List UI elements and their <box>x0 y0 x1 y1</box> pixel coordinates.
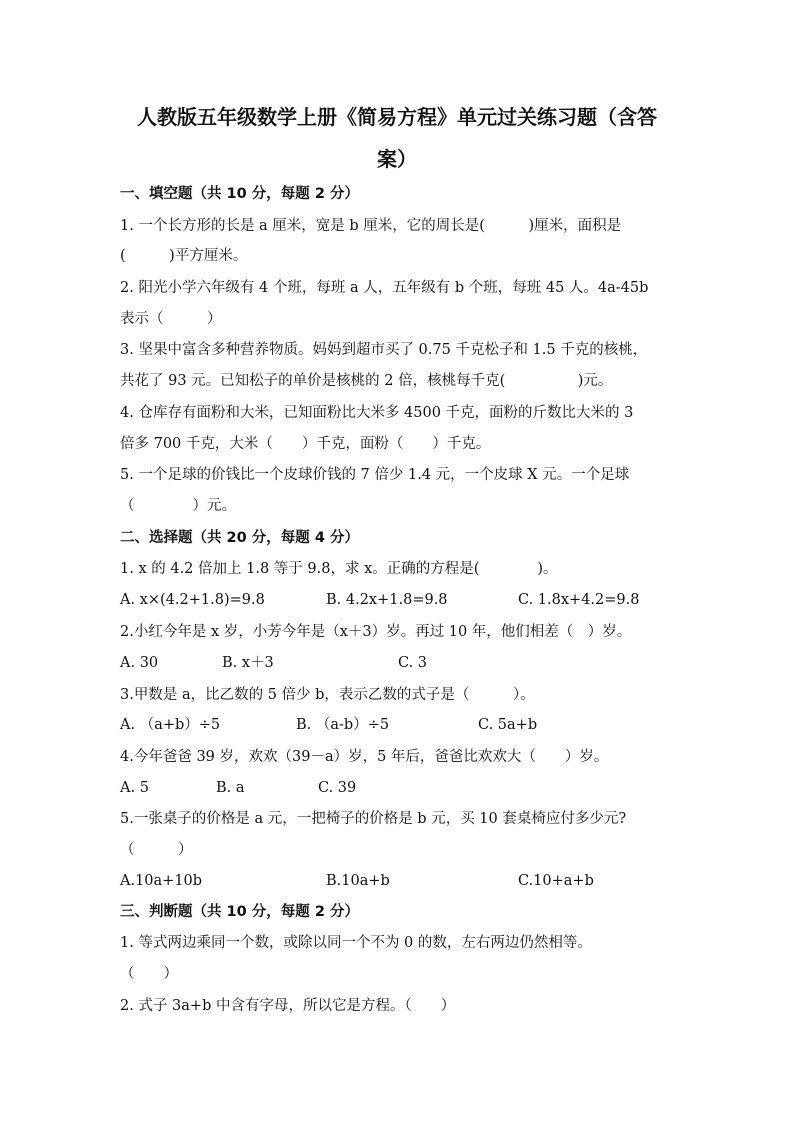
choice-q3-option-a: A. （a+b）÷5 <box>120 717 221 733</box>
choice-q3: 3.甲数是 a，比乙数的 5 倍少 b，表示乙数的式子是（ ）。 <box>120 687 535 703</box>
fill-q1-line-1: 1. 一个长方形的长是 a 厘米，宽是 b 厘米，它的周长是( )厘米，面积是 <box>120 218 622 234</box>
choice-q1-option-a: A. x×(4.2+1.8)=9.8 <box>120 592 265 608</box>
fill-q4-line-2: 倍多 700 千克，大米（ ）千克，面粉（ ）千克。 <box>120 436 491 452</box>
choice-q4-option-a: A. 5 <box>120 780 149 796</box>
judge-q2: 2. 式子 3a+b 中含有字母，所以它是方程。（ ） <box>120 998 456 1014</box>
section-choice-heading: 二、选择题（共 20 分，每题 4 分） <box>120 530 359 546</box>
choice-q4-option-b: B. a <box>216 780 245 796</box>
choice-q5-line-1: 5.一张桌子的价格是 a 元，一把椅子的价格是 b 元，买 10 套桌椅应付多少元? <box>120 811 627 827</box>
section-fill-heading: 一、填空题（共 10 分，每题 2 分） <box>120 186 359 202</box>
choice-q5-option-b: B.10a+b <box>326 873 390 889</box>
judge-q1-line-1: 1. 等式两边乘同一个数，或除以同一个不为 0 的数，左右两边仍然相等。 <box>120 935 592 951</box>
choice-q1-option-c: C. 1.8x+4.2=9.8 <box>518 592 640 608</box>
choice-q2-option-c: C. 3 <box>398 655 428 671</box>
fill-q5-line-2: （ ）元。 <box>120 498 236 514</box>
document-title-line-1: 人教版五年级数学上册《简易方程》单元过关练习题（含答 <box>137 105 657 129</box>
fill-q3-line-1: 3. 坚果中富含多种营养物质。妈妈到超市买了 0.75 千克松子和 1.5 千克的核桃， <box>120 342 648 358</box>
choice-q1-option-b: B. 4.2x+1.8=9.8 <box>326 592 448 608</box>
choice-q2: 2.小红今年是 x 岁，小芳今年是（x＋3）岁。再过 10 年，他们相差（ ）岁。 <box>120 624 632 640</box>
choice-q5-line-2: （ ） <box>120 842 193 858</box>
choice-q2-option-a: A. 30 <box>120 655 159 671</box>
fill-q1-line-2: ( )平方厘米。 <box>120 248 248 264</box>
choice-q4: 4.今年爸爸 39 岁，欢欢（39－a）岁，5 年后，爸爸比欢欢大（ ）岁。 <box>120 749 609 765</box>
fill-q4-line-1: 4. 仓库存有面粉和大米，已知面粉比大米多 4500 千克，面粉的斤数比大米的 3 <box>120 405 634 421</box>
fill-q3-line-2: 共花了 93 元。已知松子的单价是核桃的 2 倍，核桃每千克( )元。 <box>120 373 613 389</box>
choice-q5-option-c: C.10+a+b <box>518 873 594 889</box>
choice-q3-option-c: C. 5a+b <box>478 717 538 733</box>
judge-q1-line-2: （ ） <box>120 966 178 982</box>
fill-q2-line-1: 2. 阳光小学六年级有 4 个班，每班 a 人，五年级有 b 个班，每班 45 人。4a-45b <box>120 280 649 296</box>
section-judge-heading: 三、判断题（共 10 分，每题 2 分） <box>120 904 359 920</box>
fill-q2-line-2: 表示（ ） <box>120 311 222 327</box>
document-title-line-2: 案） <box>377 147 417 171</box>
choice-q4-option-c: C. 39 <box>318 780 357 796</box>
choice-q5-option-a: A.10a+10b <box>120 873 203 889</box>
choice-q2-option-b: B. x＋3 <box>222 655 274 671</box>
choice-q1: 1. x 的 4.2 倍加上 1.8 等于 9.8，求 x。正确的方程是( )。 <box>120 561 558 577</box>
fill-q5-line-1: 5. 一个足球的价钱比一个皮球价钱的 7 倍少 1.4 元，一个皮球 X 元。一个足球 <box>120 467 630 483</box>
choice-q3-option-b: B. （a-b）÷5 <box>296 717 390 733</box>
